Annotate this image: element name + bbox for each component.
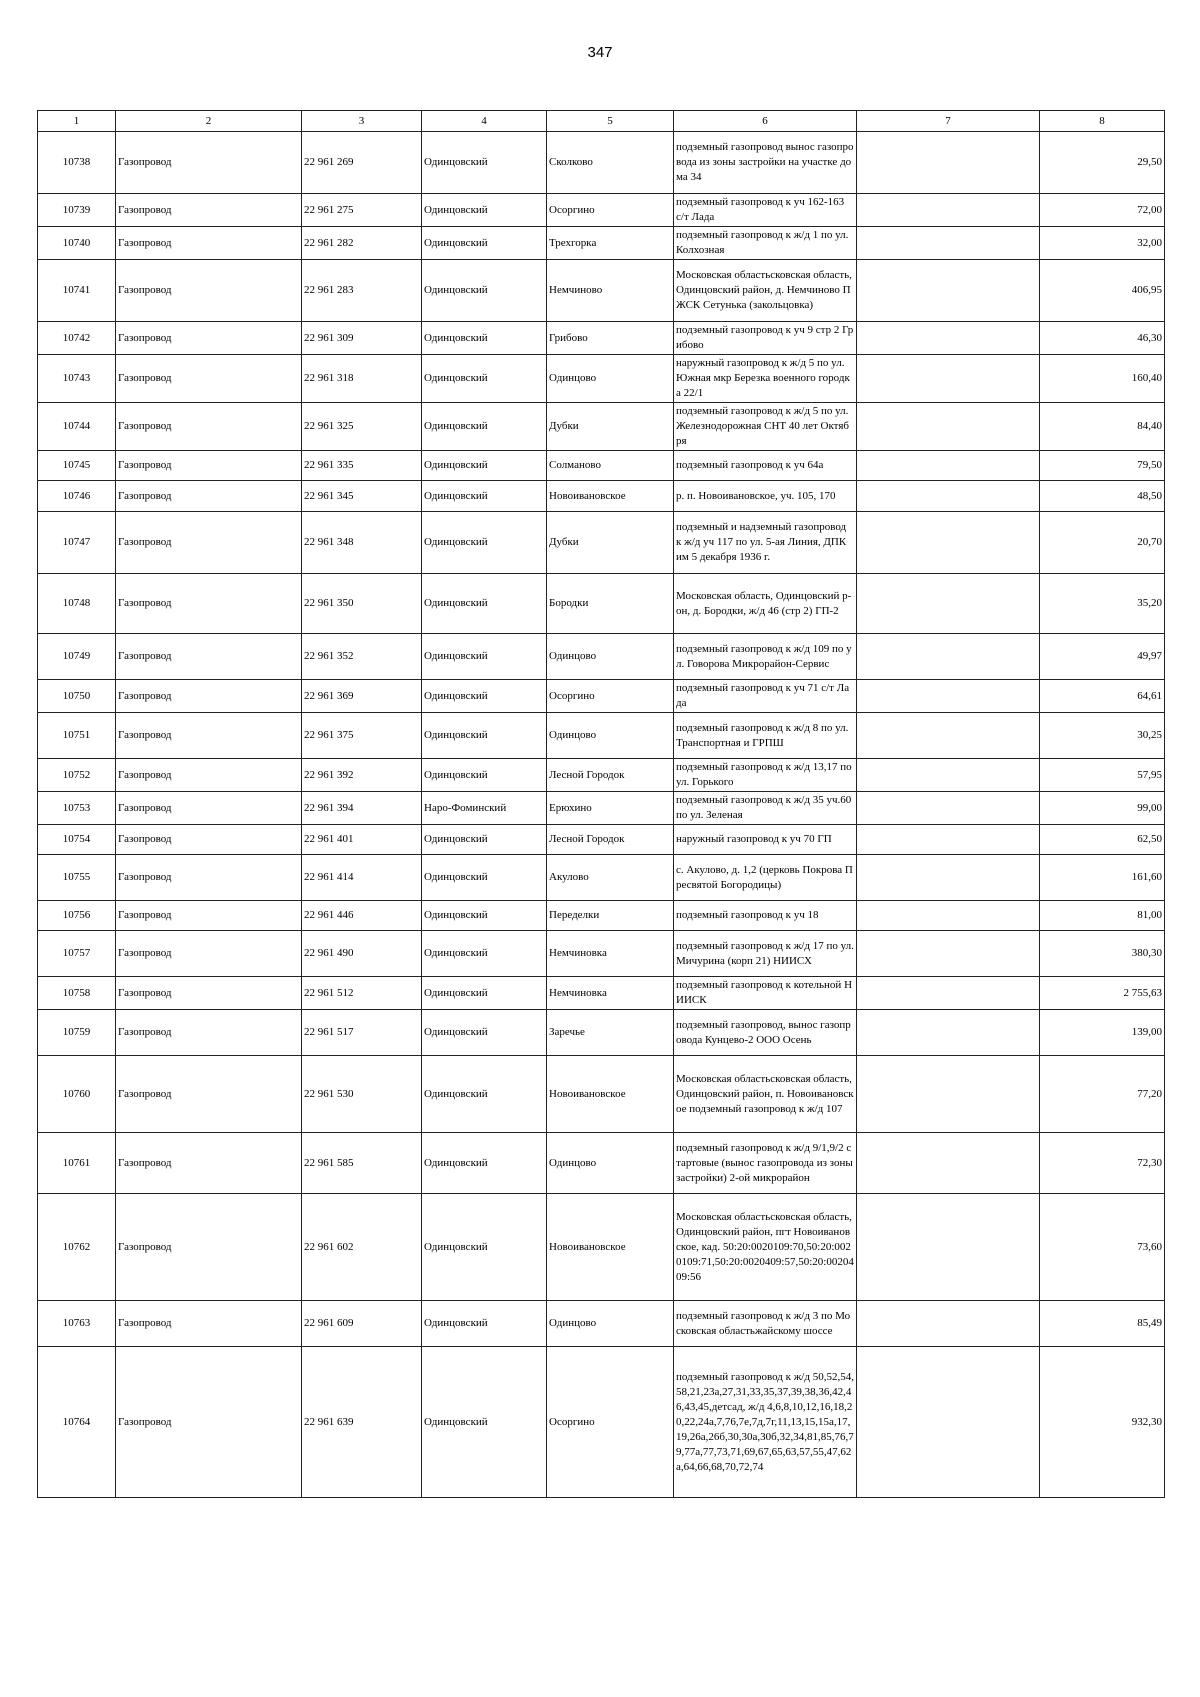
table-row (38, 194, 1165, 227)
cell-description: подземный газопровод к ж/д 17 по ул. Мичурина (корп 21) НИИСХ (674, 931, 857, 977)
cell-district: Одинцовский (422, 713, 547, 759)
cell-type: Газопровод (116, 1010, 302, 1056)
cell-locality: Немчиновка (547, 977, 674, 1010)
cell-code: 22 961 394 (302, 792, 422, 825)
cell-empty (857, 512, 1040, 574)
cell-code: 22 961 369 (302, 680, 422, 713)
cell-description: Московская областьсковская область, Одинцовский район, п. Новоивановское подземный газопровод к ж/д 107 (674, 1056, 857, 1133)
cell-locality: Дубки (547, 403, 674, 451)
cell-empty (857, 901, 1040, 931)
header-cell-8: 8 (1040, 111, 1165, 132)
cell-locality: Немчиново (547, 260, 674, 322)
cell-value: 160,40 (1040, 355, 1165, 403)
cell-district: Одинцовский (422, 481, 547, 512)
cell-empty (857, 1301, 1040, 1347)
table-row (38, 901, 1165, 931)
cell-empty (857, 403, 1040, 451)
cell-description: подземный газопровод к уч 162-163 с/т Лада (674, 194, 857, 227)
cell-id: 10761 (38, 1133, 116, 1194)
cell-code: 22 961 530 (302, 1056, 422, 1133)
cell-type: Газопровод (116, 512, 302, 574)
cell-district: Одинцовский (422, 451, 547, 481)
cell-value: 99,00 (1040, 792, 1165, 825)
cell-locality: Одинцово (547, 355, 674, 403)
cell-value: 30,25 (1040, 713, 1165, 759)
cell-value: 64,61 (1040, 680, 1165, 713)
cell-code: 22 961 639 (302, 1347, 422, 1498)
cell-description: Московская областьсковская область, Одинцовский район, пгт Новоивановское, кад. 50:20:0020109:70,50:20:0020109:71,50:20:0020409:57,50:20:0020409:56 (674, 1194, 857, 1301)
cell-value: 46,30 (1040, 322, 1165, 355)
cell-value: 77,20 (1040, 1056, 1165, 1133)
cell-id: 10764 (38, 1347, 116, 1498)
cell-description: подземный газопровод к ж/д 1 по ул. Колхозная (674, 227, 857, 260)
table-row (38, 1133, 1165, 1194)
cell-type: Газопровод (116, 901, 302, 931)
cell-locality: Дубки (547, 512, 674, 574)
cell-description: подземный газопровод к ж/д 9/1,9/2 стартовые (вынос газопровода из зоны застройки) 2-ой микрорайон (674, 1133, 857, 1194)
cell-type: Газопровод (116, 634, 302, 680)
cell-district: Одинцовский (422, 931, 547, 977)
cell-district: Одинцовский (422, 825, 547, 855)
cell-description: подземный газопровод к ж/д 35 уч.60 по ул. Зеленая (674, 792, 857, 825)
cell-empty (857, 825, 1040, 855)
cell-locality: Осоргино (547, 1347, 674, 1498)
cell-district: Одинцовский (422, 1133, 547, 1194)
table-row (38, 634, 1165, 680)
cell-locality: Ерюхино (547, 792, 674, 825)
cell-district: Одинцовский (422, 634, 547, 680)
cell-code: 22 961 269 (302, 132, 422, 194)
cell-value: 79,50 (1040, 451, 1165, 481)
cell-type: Газопровод (116, 713, 302, 759)
cell-id: 10755 (38, 855, 116, 901)
cell-district: Одинцовский (422, 1056, 547, 1133)
cell-description: подземный газопровод к ж/д 13,17 по ул. Горького (674, 759, 857, 792)
cell-id: 10738 (38, 132, 116, 194)
table-row (38, 759, 1165, 792)
cell-id: 10748 (38, 574, 116, 634)
cell-locality: Переделки (547, 901, 674, 931)
cell-empty (857, 194, 1040, 227)
cell-type: Газопровод (116, 855, 302, 901)
cell-type: Газопровод (116, 1194, 302, 1301)
cell-description: наружный газопровод к уч 70 ГП (674, 825, 857, 855)
cell-code: 22 961 352 (302, 634, 422, 680)
header-cell-5: 5 (547, 111, 674, 132)
cell-code: 22 961 283 (302, 260, 422, 322)
cell-district: Одинцовский (422, 1010, 547, 1056)
cell-empty (857, 1010, 1040, 1056)
cell-type: Газопровод (116, 1056, 302, 1133)
cell-type: Газопровод (116, 451, 302, 481)
cell-value: 35,20 (1040, 574, 1165, 634)
cell-description: подземный газопровод к котельной НИИСК (674, 977, 857, 1010)
cell-description: наружный газопровод к ж/д 5 по ул. Южная мкр Березка военного городка 22/1 (674, 355, 857, 403)
cell-locality: Немчиновка (547, 931, 674, 977)
cell-description: подземный газопровод к уч 18 (674, 901, 857, 931)
cell-locality: Новоивановское (547, 1194, 674, 1301)
cell-value: 161,60 (1040, 855, 1165, 901)
cell-code: 22 961 446 (302, 901, 422, 931)
cell-id: 10758 (38, 977, 116, 1010)
cell-code: 22 961 335 (302, 451, 422, 481)
table-row (38, 825, 1165, 855)
cell-type: Газопровод (116, 260, 302, 322)
cell-description: подземный газопровод к ж/д 3 по Московская областьжайскому шоссе (674, 1301, 857, 1347)
table-row (38, 1194, 1165, 1301)
cell-value: 380,30 (1040, 931, 1165, 977)
table-row (38, 931, 1165, 977)
table-row (38, 1010, 1165, 1056)
page-number: 347 (587, 44, 613, 61)
cell-type: Газопровод (116, 355, 302, 403)
cell-code: 22 961 350 (302, 574, 422, 634)
table-row (38, 355, 1165, 403)
cell-id: 10759 (38, 1010, 116, 1056)
cell-type: Газопровод (116, 227, 302, 260)
cell-locality: Одинцово (547, 713, 674, 759)
table-row (38, 322, 1165, 355)
cell-district: Одинцовский (422, 759, 547, 792)
cell-id: 10746 (38, 481, 116, 512)
table-row (38, 260, 1165, 322)
cell-empty (857, 792, 1040, 825)
cell-id: 10753 (38, 792, 116, 825)
table-body (38, 132, 1165, 1498)
cell-empty (857, 481, 1040, 512)
cell-district: Одинцовский (422, 227, 547, 260)
header-cell-6: 6 (674, 111, 857, 132)
cell-value: 49,97 (1040, 634, 1165, 680)
cell-code: 22 961 392 (302, 759, 422, 792)
cell-description: подземный газопровод к уч 64а (674, 451, 857, 481)
table-row (38, 977, 1165, 1010)
cell-description: подземный газопровод вынос газопровода из зоны застройки на участке дома 34 (674, 132, 857, 194)
cell-id: 10742 (38, 322, 116, 355)
cell-type: Газопровод (116, 977, 302, 1010)
header-cell-4: 4 (422, 111, 547, 132)
cell-locality: Одинцово (547, 1301, 674, 1347)
cell-district: Одинцовский (422, 1347, 547, 1498)
cell-type: Газопровод (116, 680, 302, 713)
cell-locality: Акулово (547, 855, 674, 901)
cell-type: Газопровод (116, 322, 302, 355)
cell-id: 10756 (38, 901, 116, 931)
table-row (38, 227, 1165, 260)
cell-code: 22 961 414 (302, 855, 422, 901)
cell-id: 10763 (38, 1301, 116, 1347)
table-row (38, 1056, 1165, 1133)
cell-code: 22 961 585 (302, 1133, 422, 1194)
cell-locality: Заречье (547, 1010, 674, 1056)
cell-type: Газопровод (116, 574, 302, 634)
cell-locality: Бородки (547, 574, 674, 634)
cell-description: р. п. Новоивановское, уч. 105, 170 (674, 481, 857, 512)
cell-type: Газопровод (116, 1301, 302, 1347)
cell-locality: Грибово (547, 322, 674, 355)
header-cell-7: 7 (857, 111, 1040, 132)
cell-value: 2 755,63 (1040, 977, 1165, 1010)
cell-description: подземный газопровод к ж/д 5 по ул. Железнодорожная СНТ 40 лет Октября (674, 403, 857, 451)
cell-description: подземный газопровод к уч 71 с/т Лада (674, 680, 857, 713)
table-row (38, 1347, 1165, 1498)
cell-empty (857, 574, 1040, 634)
cell-empty (857, 977, 1040, 1010)
cell-code: 22 961 602 (302, 1194, 422, 1301)
cell-value: 57,95 (1040, 759, 1165, 792)
cell-value: 139,00 (1040, 1010, 1165, 1056)
cell-code: 22 961 345 (302, 481, 422, 512)
cell-district: Одинцовский (422, 574, 547, 634)
cell-id: 10762 (38, 1194, 116, 1301)
cell-code: 22 961 401 (302, 825, 422, 855)
cell-type: Газопровод (116, 931, 302, 977)
cell-id: 10744 (38, 403, 116, 451)
cell-empty (857, 713, 1040, 759)
cell-empty (857, 132, 1040, 194)
cell-value: 85,49 (1040, 1301, 1165, 1347)
cell-locality: Солманово (547, 451, 674, 481)
table-row (38, 132, 1165, 194)
cell-type: Газопровод (116, 194, 302, 227)
cell-id: 10754 (38, 825, 116, 855)
cell-id: 10740 (38, 227, 116, 260)
cell-id: 10745 (38, 451, 116, 481)
cell-type: Газопровод (116, 825, 302, 855)
cell-district: Одинцовский (422, 132, 547, 194)
cell-empty (857, 260, 1040, 322)
cell-description: подземный и надземный газопровод к ж/д уч 117 по ул. 5-ая Линия, ДПК им 5 декабря 1936 г. (674, 512, 857, 574)
cell-district: Одинцовский (422, 322, 547, 355)
cell-type: Газопровод (116, 792, 302, 825)
table-row (38, 512, 1165, 574)
cell-id: 10749 (38, 634, 116, 680)
cell-value: 932,30 (1040, 1347, 1165, 1498)
cell-locality: Новоивановское (547, 1056, 674, 1133)
cell-id: 10752 (38, 759, 116, 792)
cell-description: с. Акулово, д. 1,2 (церковь Покрова Пресвятой Богородицы) (674, 855, 857, 901)
table-row (38, 713, 1165, 759)
cell-value: 32,00 (1040, 227, 1165, 260)
cell-locality: Сколково (547, 132, 674, 194)
table-row (38, 403, 1165, 451)
cell-description: Московская область, Одинцовский р-он, д. Бородки, ж/д 46 (стр 2) ГП-2 (674, 574, 857, 634)
cell-code: 22 961 318 (302, 355, 422, 403)
cell-district: Одинцовский (422, 680, 547, 713)
cell-type: Газопровод (116, 132, 302, 194)
cell-id: 10760 (38, 1056, 116, 1133)
cell-value: 48,50 (1040, 481, 1165, 512)
cell-description: подземный газопровод, вынос газопровода Кунцево-2 ООО Осень (674, 1010, 857, 1056)
cell-code: 22 961 512 (302, 977, 422, 1010)
cell-district: Одинцовский (422, 403, 547, 451)
cell-empty (857, 1347, 1040, 1498)
cell-id: 10757 (38, 931, 116, 977)
cell-empty (857, 1194, 1040, 1301)
cell-value: 20,70 (1040, 512, 1165, 574)
registry-table (37, 110, 1165, 1498)
cell-empty (857, 1133, 1040, 1194)
cell-description: подземный газопровод к уч 9 стр 2 Грибово (674, 322, 857, 355)
cell-value: 81,00 (1040, 901, 1165, 931)
cell-district: Одинцовский (422, 355, 547, 403)
cell-code: 22 961 348 (302, 512, 422, 574)
cell-code: 22 961 282 (302, 227, 422, 260)
cell-code: 22 961 375 (302, 713, 422, 759)
cell-code: 22 961 325 (302, 403, 422, 451)
cell-empty (857, 227, 1040, 260)
cell-type: Газопровод (116, 403, 302, 451)
cell-district: Одинцовский (422, 855, 547, 901)
cell-code: 22 961 517 (302, 1010, 422, 1056)
cell-id: 10751 (38, 713, 116, 759)
table-row (38, 855, 1165, 901)
cell-type: Газопровод (116, 1347, 302, 1498)
table-row (38, 680, 1165, 713)
table-row (38, 481, 1165, 512)
table-row (38, 792, 1165, 825)
cell-empty (857, 322, 1040, 355)
cell-district: Одинцовский (422, 1301, 547, 1347)
cell-empty (857, 634, 1040, 680)
cell-value: 72,00 (1040, 194, 1165, 227)
cell-district: Одинцовский (422, 194, 547, 227)
cell-locality: Лесной Городок (547, 759, 674, 792)
cell-district: Наро-Фоминский (422, 792, 547, 825)
cell-value: 406,95 (1040, 260, 1165, 322)
cell-code: 22 961 275 (302, 194, 422, 227)
cell-code: 22 961 309 (302, 322, 422, 355)
cell-id: 10747 (38, 512, 116, 574)
table-row (38, 451, 1165, 481)
cell-description: подземный газопровод к ж/д 8 по ул. Транспортная и ГРПШ (674, 713, 857, 759)
cell-type: Газопровод (116, 759, 302, 792)
cell-id: 10741 (38, 260, 116, 322)
header-row (38, 111, 1165, 132)
cell-description: подземный газопровод к ж/д 109 по ул. Говорова Микрорайон-Сервис (674, 634, 857, 680)
cell-value: 84,40 (1040, 403, 1165, 451)
cell-locality: Трехгорка (547, 227, 674, 260)
cell-district: Одинцовский (422, 977, 547, 1010)
cell-empty (857, 855, 1040, 901)
cell-value: 62,50 (1040, 825, 1165, 855)
cell-value: 29,50 (1040, 132, 1165, 194)
cell-empty (857, 451, 1040, 481)
cell-description: подземный газопровод к ж/д 50,52,54,58,21,23а,27,31,33,35,37,39,38,36,42,46,43,45,детсад, ж/д 4,6,8,10,12,16,18,20,22,24а,7,76,7е,7д,7г,11,13,15,15а,17,19,26а,26б,30,30а,30б,32,34,81,85,76,79,77а,77,73,71,69,67,65,63,57,55,47,62а,64,66,68,70,72,74 (674, 1347, 857, 1498)
cell-id: 10750 (38, 680, 116, 713)
cell-district: Одинцовский (422, 901, 547, 931)
cell-value: 73,60 (1040, 1194, 1165, 1301)
cell-locality: Лесной Городок (547, 825, 674, 855)
cell-empty (857, 759, 1040, 792)
cell-empty (857, 931, 1040, 977)
header-cell-3: 3 (302, 111, 422, 132)
cell-id: 10743 (38, 355, 116, 403)
table-row (38, 574, 1165, 634)
cell-empty (857, 355, 1040, 403)
table-row (38, 1301, 1165, 1347)
cell-locality: Осоргино (547, 194, 674, 227)
cell-type: Газопровод (116, 1133, 302, 1194)
cell-empty (857, 680, 1040, 713)
cell-locality: Одинцово (547, 634, 674, 680)
cell-description: Московская областьсковская область, Одинцовский район, д. Немчиново ПЖСК Сетунька (закольцовка) (674, 260, 857, 322)
cell-district: Одинцовский (422, 260, 547, 322)
cell-code: 22 961 490 (302, 931, 422, 977)
cell-locality: Новоивановское (547, 481, 674, 512)
cell-district: Одинцовский (422, 1194, 547, 1301)
cell-district: Одинцовский (422, 512, 547, 574)
header-cell-2: 2 (116, 111, 302, 132)
cell-locality: Осоргино (547, 680, 674, 713)
cell-value: 72,30 (1040, 1133, 1165, 1194)
cell-id: 10739 (38, 194, 116, 227)
cell-locality: Одинцово (547, 1133, 674, 1194)
header-cell-1: 1 (38, 111, 116, 132)
cell-type: Газопровод (116, 481, 302, 512)
cell-empty (857, 1056, 1040, 1133)
cell-code: 22 961 609 (302, 1301, 422, 1347)
